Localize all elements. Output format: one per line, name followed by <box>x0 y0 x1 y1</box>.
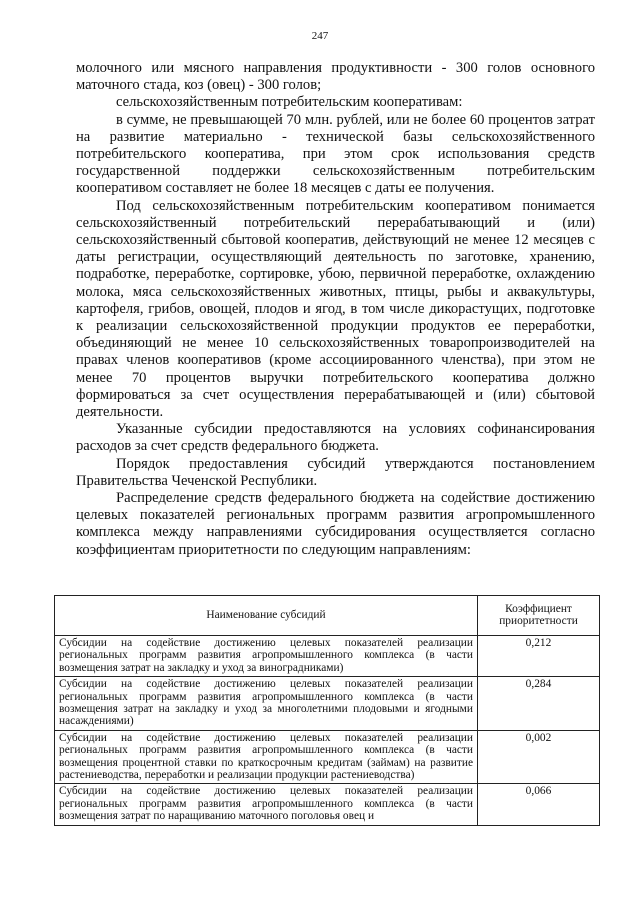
subsidy-name-cell: Субсидии на содействие достижению целевых показателей реализации региональных программ развития агропромышленного комплекса (в части возмещения затрат по наращиванию маточного поголовья овец и <box>55 784 478 825</box>
coefficient-cell: 0,284 <box>478 677 600 731</box>
page-number: 247 <box>311 30 329 42</box>
table-row <box>55 730 600 784</box>
paragraph-cofinancing: Указанные субсидии предоставляются на условиях софинансирования расходов за счет средств федерального бюджета. <box>76 421 595 455</box>
paragraph-continuation: молочного или мясного направления продуктивности - 300 голов основного маточного стада, коз (овец) - 300 голов; <box>76 60 595 94</box>
table-row <box>55 636 600 677</box>
header-priority-coefficient: Коэффициент приоритетности <box>478 596 600 636</box>
paragraph-cooperatives-heading: сельскохозяйственным потребительским кооперативам: <box>116 94 463 111</box>
coefficient-cell: 0,002 <box>478 730 600 784</box>
table-row <box>55 784 600 825</box>
coefficient-cell: 0,066 <box>478 784 600 825</box>
document-body <box>76 60 595 559</box>
paragraph-cooperative-definition: Под сельскохозяйственным потребительским кооперативом понимается сельскохозяйственный потребительский перерабатывающий и (или) сельскохозяйственный сбытовой кооператив, действующий не менее 12 месяцев с даты регистрации, осуществляющий деятельность по заготовке, хранению, подработке, переработке, сортировке, убою, первичной переработке, охлаждению молока, мяса сельскохозяйственных животных, птицы, рыбы и аквакультуры, картофеля, грибов, овощей, плодов и ягод, в том числе дикорастущих, подготовке к реализации сельскохозяйственной продукции продуктов ее переработки, объединяющий не менее 10 сельскохозяйственных товаропроизводителей на правах членов кооперативов (кроме ассоциированного членства), при этом не менее 70 процентов выручки потребительского кооператива должно формироваться за счет осуществления перерабатывающей и (или) сбытовой деятельности. <box>76 197 595 421</box>
table-row <box>55 677 600 731</box>
subsidy-name-cell: Субсидии на содействие достижению целевых показателей реализации региональных программ развития агропромышленного комплекса (в части возмещения затрат на закладку и уход за многолетними плодовыми и ягодными насаждениями) <box>55 677 478 731</box>
table-header-row <box>55 596 600 636</box>
paragraph-distribution: Распределение средств федерального бюджета на содействие достижению целевых показателей региональных программ развития агропромышленного комплекса между направлениями субсидирования осуществляется согласно коэффициентам приоритетности по следующим направлениям: <box>76 490 595 558</box>
paragraph-cooperatives-amount: в сумме, не превышающей 70 млн. рублей, или не более 60 процентов затрат на развитие материально - технической базы сельскохозяйственного потребительского кооператива, при этом срок использования средств государственной поддержки сельскохозяйственным потребительским кооперативом составляет не более 18 месяцев с даты ее получения. <box>76 111 595 197</box>
coefficient-cell: 0,212 <box>478 636 600 677</box>
subsidy-name-cell: Субсидии на содействие достижению целевых показателей реализации региональных программ развития агропромышленного комплекса (в части возмещения затрат на закладку и уход за виноградниками) <box>55 636 478 677</box>
header-subsidy-name: Наименование субсидий <box>55 596 478 636</box>
subsidy-name-cell: Субсидии на содействие достижению целевых показателей реализации региональных программ развития агропромышленного комплекса (в части возмещения процентной ставки по краткосрочным кредитам (займам) на развитие растениеводства, переработки и реализации продукции растениеводства) <box>55 730 478 784</box>
paragraph-procedure: Порядок предоставления субсидий утверждаются постановлением Правительства Чеченской Республики. <box>76 455 595 489</box>
subsidy-coefficients-table <box>54 595 600 826</box>
